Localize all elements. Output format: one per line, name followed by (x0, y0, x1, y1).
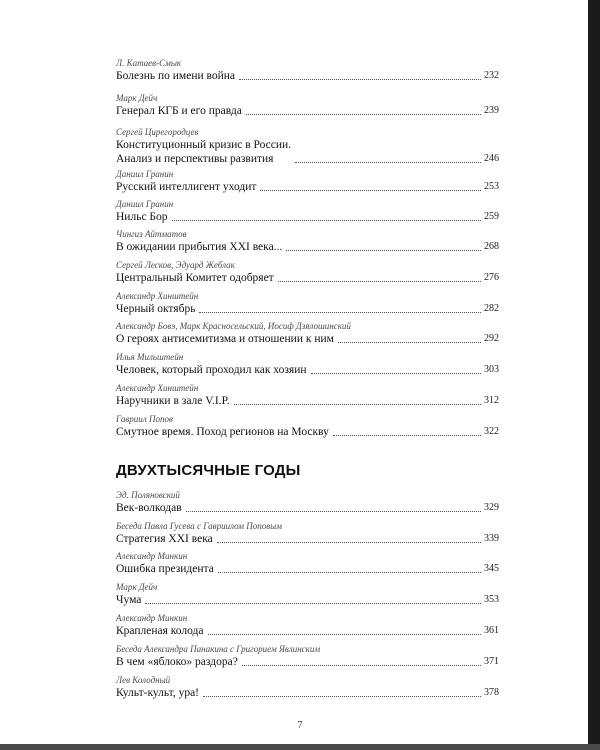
toc-entry-page: 378 (484, 687, 499, 698)
toc-entry-title-row (116, 363, 499, 377)
toc-entry (116, 58, 499, 83)
toc-entry-author: Александр Минкин (116, 613, 188, 623)
section-heading: ДВУХТЫСЯЧНЫЕ ГОДЫ (116, 462, 301, 479)
toc-entry-author: Беседа Александра Панакина с Григорием Явлинским (116, 644, 321, 654)
toc-entry (116, 582, 499, 607)
toc-entry-title (116, 271, 274, 285)
toc-entry-page: 312 (484, 395, 499, 406)
toc-entry-author: Эд. Поляновский (116, 490, 180, 500)
scan-edge-right (588, 0, 600, 750)
dot-leader (199, 312, 481, 313)
toc-entry (116, 291, 499, 316)
toc-entry-title-row (116, 532, 499, 546)
toc-entry-author: Гавриил Попов (116, 414, 173, 424)
toc-entry-title-row (116, 501, 499, 515)
toc-entry-page: 259 (484, 211, 499, 222)
toc-entry (116, 551, 499, 576)
dot-leader (242, 665, 481, 666)
toc-entry-page: 276 (484, 272, 499, 283)
dot-leader (145, 603, 481, 604)
toc-entry-title (116, 655, 238, 669)
dot-leader (172, 220, 481, 221)
toc-entry-title-row (116, 104, 499, 118)
toc-entry-title-line: Век-волкодав (116, 502, 182, 514)
toc-entry (116, 93, 499, 118)
dot-leader (286, 250, 481, 251)
toc-entry-title (116, 394, 230, 408)
toc-entry-title-row (116, 332, 499, 346)
toc-entry-title (116, 562, 214, 576)
toc-entry-title-line: Наручники в зале V.I.P. (116, 395, 230, 407)
toc-entry-author: Даниил Гранин (116, 169, 174, 179)
toc-entry-title-line: Смутное время. Поход регионов на Москву (116, 426, 329, 438)
toc-entry (116, 675, 499, 700)
toc-entry-title-line: В чем «яблоко» раздора? (116, 656, 238, 668)
dot-leader (217, 542, 481, 543)
toc-entry-title (116, 302, 195, 316)
toc-entry (116, 229, 499, 254)
toc-entry-author: Александр Хинштейн (116, 383, 199, 393)
toc-entry-page: 239 (484, 105, 499, 116)
toc-entry-title-line: О героях антисемитизма и отношении к ним (116, 333, 334, 345)
toc-entry-title (116, 624, 204, 638)
toc-entry-title-line: Анализ и перспективы развития (116, 153, 274, 165)
toc-entry (116, 383, 499, 408)
toc-entry-author: Чингиз Айтматов (116, 229, 187, 239)
toc-entry-title-row (116, 562, 499, 576)
dot-leader (338, 342, 481, 343)
dot-leader (239, 79, 481, 80)
toc-entry-title-line: В ожидании прибытия XXI века... (116, 241, 283, 253)
toc-entry-page: 339 (484, 533, 499, 544)
toc-entry-author: Лев Колодный (116, 675, 171, 685)
toc-entry-title-row (116, 593, 499, 607)
toc-entry-title (116, 593, 141, 607)
toc-entry-title-row (116, 394, 499, 408)
toc-entry-title-row (116, 138, 499, 166)
toc-entry-page: 292 (484, 333, 499, 344)
toc-entry-author: Беседа Павла Гусева с Гавриилом Поповым (116, 521, 282, 531)
dot-leader (311, 373, 481, 374)
toc-entry-author: Марк Дейч (116, 93, 158, 103)
toc-entry-page: 232 (484, 70, 499, 81)
toc-entry-title (116, 69, 235, 83)
toc-entry-title (116, 210, 168, 224)
page-number: 7 (297, 720, 303, 731)
toc-entry-page: 345 (484, 563, 499, 574)
dot-leader (186, 511, 481, 512)
toc-entry-title-row (116, 655, 499, 669)
toc-entry-title-line: Крапленая колода (116, 625, 204, 637)
toc-entry-title-line: Конституционный кризис в России. (116, 139, 292, 151)
dot-leader (218, 572, 481, 573)
toc-entry-title-row (116, 210, 499, 224)
toc-entry-page: 322 (484, 426, 499, 437)
toc-entry-author: Марк Дейч (116, 582, 158, 592)
toc-entry-title (116, 332, 334, 346)
toc-entry-title (116, 363, 307, 377)
toc-entry (116, 352, 499, 377)
toc-entry-title-line: Культ-культ, ура! (116, 687, 200, 699)
toc-entry-title-line: Чума (116, 594, 142, 606)
dot-leader (246, 114, 481, 115)
dot-leader (333, 435, 481, 436)
toc-entry-author: Даниил Гранин (116, 199, 174, 209)
toc-entry (116, 127, 499, 166)
toc-entry-title (116, 138, 291, 166)
toc-entry (116, 613, 499, 638)
toc-entry-page: 303 (484, 364, 499, 375)
dot-leader (234, 404, 481, 405)
toc-entry-author: Александр Хинштейн (116, 291, 199, 301)
toc-entry-page: 353 (484, 594, 499, 605)
toc-entry (116, 644, 499, 669)
toc-entry-title (116, 532, 213, 546)
toc-entry (116, 414, 499, 439)
toc-entry-title (116, 104, 242, 118)
toc-entry-page: 371 (484, 656, 499, 667)
toc-entry-title-row (116, 271, 499, 285)
toc-entry-title (116, 240, 282, 254)
scan-edge-bottom (0, 744, 600, 750)
toc-entry (116, 521, 499, 546)
toc-entry-author: Александр Минкин (116, 551, 188, 561)
toc-entry-title-line: Стратегия XXI века (116, 533, 213, 545)
toc-entry-title-row (116, 686, 499, 700)
toc-entry-title-line: Болезнь по имени война (116, 70, 236, 82)
dot-leader (295, 162, 481, 163)
dot-leader (208, 634, 481, 635)
toc-entry-page: 329 (484, 502, 499, 513)
toc-entry-page: 361 (484, 625, 499, 636)
toc-entry-title-row (116, 69, 499, 83)
toc-entry-title (116, 180, 256, 194)
toc-entry-author: Илья Мильштейн (116, 352, 184, 362)
toc-entry-title-row (116, 624, 499, 638)
toc-entry-title-line: Русский интеллигент уходит (116, 181, 257, 193)
toc-entry-title-row (116, 240, 499, 254)
toc-entry-title (116, 425, 329, 439)
dot-leader (203, 696, 481, 697)
toc-entry (116, 321, 499, 346)
toc-entry-author: Александр Бовэ, Марк Красносельский, Иосиф Дзялошинский (116, 321, 351, 331)
dot-leader (278, 281, 481, 282)
toc-entry (116, 260, 499, 285)
toc-entry-page: 268 (484, 241, 499, 252)
toc-entry (116, 169, 499, 194)
toc-entry-title-row (116, 425, 499, 439)
toc-entry (116, 199, 499, 224)
toc-entry-title-line: Центральный Комитет одобряет (116, 272, 274, 284)
toc-entry-page: 253 (484, 181, 499, 192)
toc-entry-author: Л. Катаев-Смык (116, 58, 182, 68)
toc-entry-title-row (116, 302, 499, 316)
toc-entry (116, 490, 499, 515)
toc-entry-page: 246 (484, 153, 499, 164)
toc-entry-title (116, 686, 199, 700)
toc-entry-title-line: Черный октябрь (116, 303, 196, 315)
toc-entry-title-row (116, 180, 499, 194)
toc-entry-page: 282 (484, 303, 499, 314)
toc-entry-title (116, 501, 182, 515)
toc-entry-author: Сергей Цирегородцев (116, 127, 199, 137)
toc-entry-title-line: Ошибка президента (116, 563, 214, 575)
toc-entry-title-line: Человек, который проходил как хозяин (116, 364, 307, 376)
toc-entry-title-line: Нильс Бор (116, 211, 168, 223)
dot-leader (260, 190, 481, 191)
toc-entry-author: Сергей Лесков, Эдуард Жеблак (116, 260, 235, 270)
toc-entry-title-line: Генерал КГБ и его правда (116, 105, 242, 117)
